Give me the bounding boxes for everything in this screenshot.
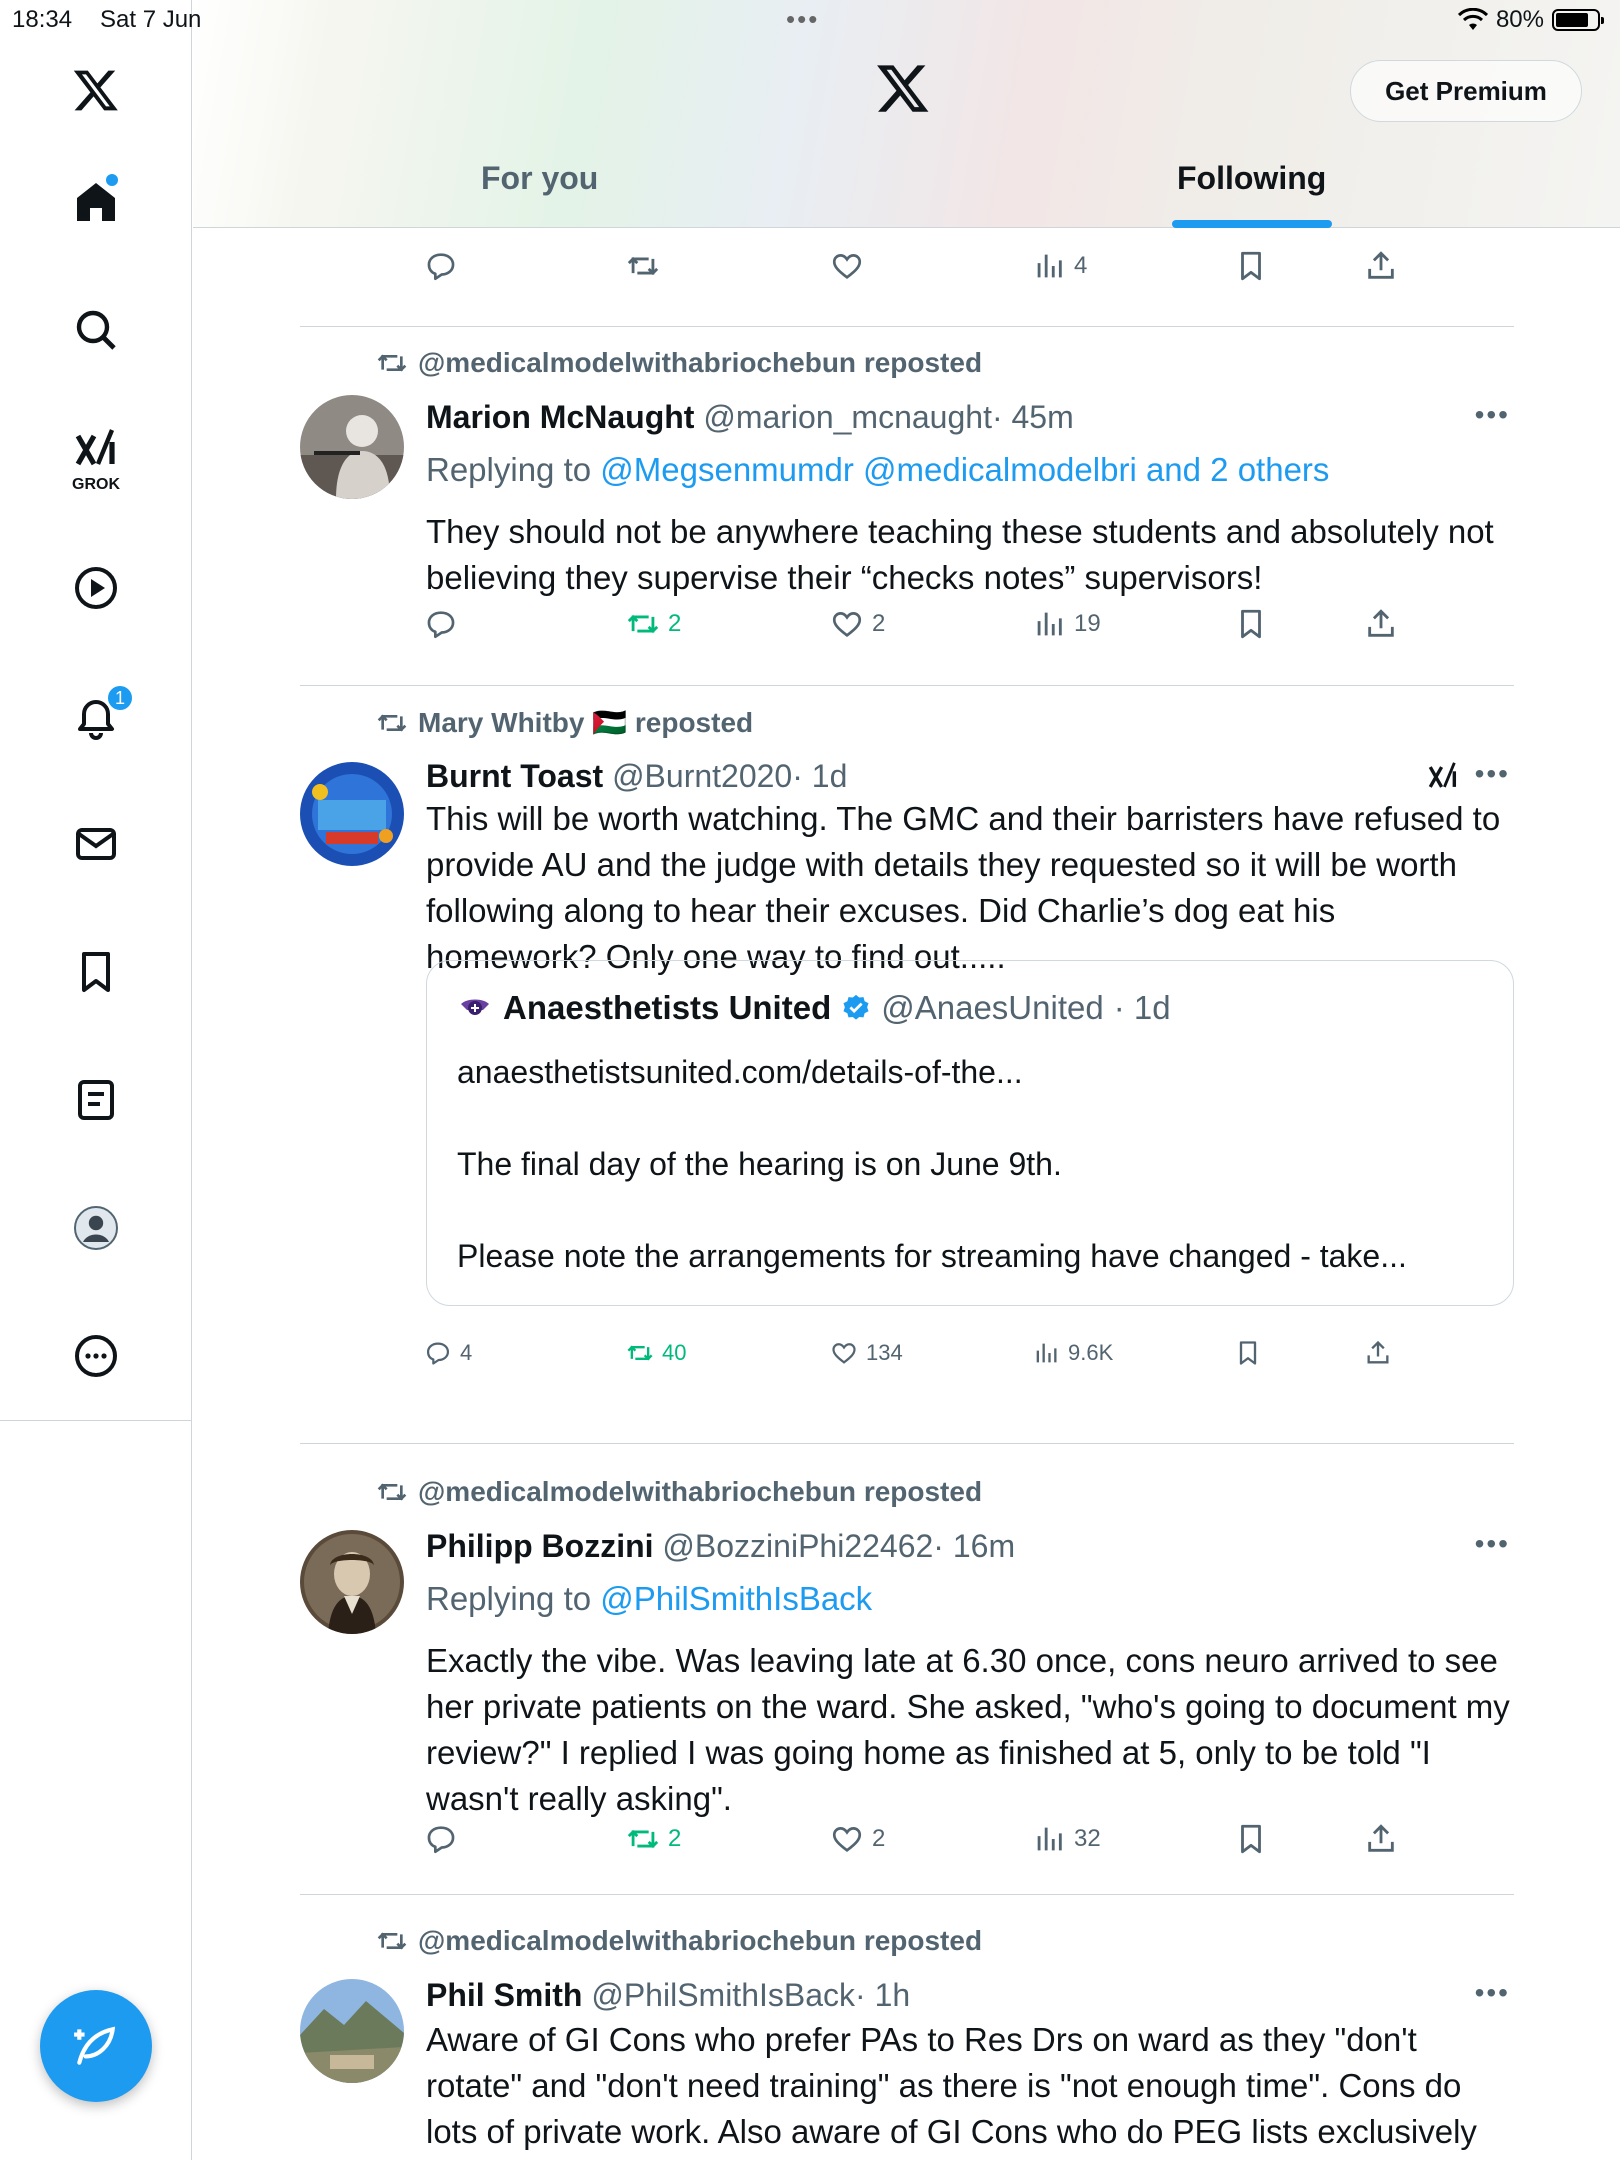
home-new-dot xyxy=(106,174,118,186)
views-button[interactable] xyxy=(1032,1339,1113,1367)
share-icon xyxy=(1364,249,1398,283)
active-tab-indicator xyxy=(1172,220,1332,228)
repost-context-text: @medicalmodelwithabriochebun reposted xyxy=(418,347,983,378)
like-count: 2 xyxy=(872,610,886,637)
like-icon xyxy=(830,1822,864,1856)
quoted-avatar[interactable] xyxy=(457,990,493,1026)
battery-percent: 80% xyxy=(1495,6,1544,33)
post-actions xyxy=(300,607,1514,667)
repost-count: 40 xyxy=(662,1340,687,1365)
author-handle[interactable]: @Burnt2020 xyxy=(612,758,793,794)
sidebar xyxy=(0,0,192,2160)
bookmark-button[interactable] xyxy=(1234,249,1268,283)
notifications-count-badge: 1 xyxy=(106,684,134,712)
x-logo-icon[interactable] xyxy=(66,60,126,120)
compose-post-button[interactable] xyxy=(40,1990,152,2102)
reply-icon xyxy=(424,1339,452,1367)
battery-fill xyxy=(1556,13,1588,27)
status-date: Sat 7 Jun xyxy=(100,6,202,33)
reply-button[interactable] xyxy=(424,1822,458,1856)
post-text: Aware of GI Cons who prefer PAs to Res Drs on ward as they "don't rotate" and "don't need training" as there is "not enough time". Cons do lots of private work. Also aware of GI Cons who do PEG lists exclusively xyxy=(426,2021,1477,2150)
verified-badge-icon xyxy=(841,993,871,1023)
bookmark-icon xyxy=(1234,249,1268,283)
author-name[interactable]: Philipp Bozzini xyxy=(426,1528,654,1564)
reply-button[interactable] xyxy=(424,249,458,283)
repost-button[interactable] xyxy=(626,607,681,641)
views-button[interactable] xyxy=(1032,249,1087,283)
repost-icon xyxy=(376,1476,408,1508)
share-icon xyxy=(1364,607,1398,641)
avatar[interactable] xyxy=(300,1979,404,2083)
post-actions xyxy=(300,1339,1514,1399)
views-count: 32 xyxy=(1074,1825,1101,1852)
avatar[interactable] xyxy=(300,395,404,499)
repost-context-text: @medicalmodelwithabriochebun reposted xyxy=(418,1476,983,1507)
repost-context xyxy=(376,1476,982,1508)
repost-context xyxy=(376,706,753,739)
author-handle[interactable]: @PhilSmithIsBack xyxy=(591,1977,856,2013)
repost-icon xyxy=(376,347,408,379)
views-button[interactable] xyxy=(1032,607,1101,641)
views-count: 4 xyxy=(1074,252,1088,279)
post-time: · 45m xyxy=(991,399,1074,435)
post[interactable] xyxy=(300,1895,1514,2160)
views-icon xyxy=(1032,1339,1060,1367)
replying-to-label: Replying to xyxy=(426,451,601,488)
author-name[interactable]: Burnt Toast xyxy=(426,758,604,794)
share-button[interactable] xyxy=(1364,1339,1392,1367)
views-icon xyxy=(1032,607,1066,641)
share-button[interactable] xyxy=(1364,249,1398,283)
reply-count: 4 xyxy=(460,1340,473,1365)
post-text: Exactly the vibe. Was leaving late at 6.30 once, cons neuro arrived to see her private patients on the ward. She asked, "who's going to document my review?" I replied I was going home as finished at 5, only to be told "I wasn't really asking". xyxy=(426,1642,1510,1817)
views-count: 19 xyxy=(1074,610,1101,637)
x-logo-icon[interactable] xyxy=(875,60,931,116)
avatar[interactable] xyxy=(300,762,404,866)
tab-following[interactable]: Following xyxy=(1177,160,1327,196)
author-name[interactable]: Phil Smith xyxy=(426,1977,583,2013)
like-count: 2 xyxy=(872,1825,886,1852)
grok-icon[interactable] xyxy=(1426,760,1460,794)
quoted-text xyxy=(457,1049,1477,1279)
repost-context xyxy=(376,347,982,379)
tab-for-you[interactable]: For you xyxy=(481,160,599,196)
profile-icon[interactable] xyxy=(66,1198,126,1258)
bookmark-button[interactable] xyxy=(1234,1339,1262,1367)
replying-to xyxy=(426,1580,872,1618)
status-time: 18:34 xyxy=(12,6,73,33)
quoted-author-handle: @AnaesUnited xyxy=(881,989,1104,1026)
more-icon[interactable] xyxy=(66,1326,126,1386)
like-button[interactable] xyxy=(830,249,864,283)
repost-icon xyxy=(376,1925,408,1957)
battery-icon xyxy=(1552,9,1600,31)
post-author xyxy=(426,1528,1015,1565)
repost-button[interactable] xyxy=(626,1339,686,1367)
quoted-link[interactable]: anaesthetistsunited.com/details-of-the... xyxy=(457,1054,1023,1090)
bookmark-button[interactable] xyxy=(1234,607,1268,641)
reply-icon xyxy=(424,1822,458,1856)
repost-icon xyxy=(376,707,408,739)
views-button[interactable] xyxy=(1032,1822,1101,1856)
status-right xyxy=(1458,6,1600,34)
author-handle[interactable]: @BozziniPhi22462 xyxy=(662,1528,934,1564)
post[interactable] xyxy=(300,686,1514,1443)
repost-context-text: Mary Whitby 🇵🇸 reposted xyxy=(418,707,754,738)
compose-post-icon xyxy=(71,2021,121,2071)
wifi-icon xyxy=(1458,8,1488,32)
more-options-icon[interactable]: ••• xyxy=(1474,758,1510,789)
repost-icon xyxy=(626,249,660,283)
like-button[interactable] xyxy=(830,1822,885,1856)
reply-targets-link[interactable]: @PhilSmithIsBack xyxy=(600,1580,873,1617)
reply-targets-link[interactable]: @Megsenmumdr @medicalmodelbri and 2 others xyxy=(600,451,1330,488)
views-icon xyxy=(1032,1822,1066,1856)
avatar[interactable] xyxy=(300,1530,404,1634)
post-actions xyxy=(300,249,1514,309)
repost-icon xyxy=(626,607,660,641)
like-button[interactable] xyxy=(830,1339,903,1367)
like-icon xyxy=(830,1339,858,1367)
post-text: This will be worth watching. The GMC and their barristers have refused to provide AU and the judge with details they requested so it will be worth following along to hear their excuses. Did Charlie’s dog eat his homework? Only one way to find out..... xyxy=(426,800,1501,975)
quoted-post[interactable] xyxy=(426,960,1514,1306)
bookmark-icon xyxy=(1234,607,1268,641)
author-handle[interactable]: @marion_mcnaught xyxy=(703,399,992,435)
more-options-icon[interactable]: ••• xyxy=(1474,1528,1510,1559)
quoted-author-name: Anaesthetists United xyxy=(503,989,832,1026)
timeline-feed xyxy=(300,229,1514,2160)
post-actions xyxy=(300,1822,1514,1882)
search-icon[interactable] xyxy=(66,300,126,360)
video-icon[interactable] xyxy=(66,558,126,618)
quoted-line: Please note the arrangements for streaming have changed - take... xyxy=(457,1238,1407,1274)
replying-to xyxy=(426,451,1329,489)
views-icon xyxy=(1032,249,1066,283)
more-options-icon[interactable]: ••• xyxy=(1474,399,1510,430)
multitasking-dots-icon[interactable]: ••• xyxy=(786,4,820,34)
repost-icon xyxy=(626,1339,654,1367)
post-author xyxy=(426,1977,910,2014)
repost-context-text: @medicalmodelwithabriochebun reposted xyxy=(418,1925,983,1956)
post[interactable] xyxy=(300,1444,1514,1894)
status-bar xyxy=(0,0,1620,40)
lists-icon[interactable] xyxy=(66,1070,126,1130)
messages-icon[interactable] xyxy=(66,814,126,874)
like-count: 134 xyxy=(866,1340,903,1365)
get-premium-button[interactable]: Get Premium xyxy=(1350,60,1582,122)
bookmarks-icon[interactable] xyxy=(66,942,126,1002)
more-options-icon[interactable]: ••• xyxy=(1474,1977,1510,2008)
like-icon xyxy=(830,249,864,283)
repost-context xyxy=(376,1925,982,1957)
repost-count: 2 xyxy=(668,610,682,637)
reply-icon xyxy=(424,249,458,283)
repost-button[interactable] xyxy=(626,1822,681,1856)
reply-button[interactable] xyxy=(424,607,458,641)
replying-to-label: Replying to xyxy=(426,1580,601,1617)
share-icon xyxy=(1364,1822,1398,1856)
post-time: · 1h xyxy=(855,1977,911,2013)
reply-icon xyxy=(424,607,458,641)
reply-button[interactable] xyxy=(424,1339,472,1367)
post-author xyxy=(426,758,847,795)
post-author xyxy=(426,399,1074,436)
sidebar-divider xyxy=(0,1420,192,1421)
views-count: 9.6K xyxy=(1068,1340,1114,1365)
post-time: · 1d xyxy=(792,758,848,794)
post-time: · 16m xyxy=(933,1528,1016,1564)
post-text: They should not be anywhere teaching these students and absolutely not believing they supervise their “checks notes” supervisors! xyxy=(426,513,1494,596)
quoted-post-time: · 1d xyxy=(1113,989,1171,1026)
bookmark-icon xyxy=(1234,1822,1268,1856)
share-button[interactable] xyxy=(1364,607,1398,641)
grok-icon[interactable] xyxy=(66,420,126,480)
repost-count: 2 xyxy=(668,1825,682,1852)
like-icon xyxy=(830,607,864,641)
author-name[interactable]: Marion McNaught xyxy=(426,399,695,435)
bookmark-icon xyxy=(1234,1339,1262,1367)
grok-label: GROK xyxy=(72,476,120,493)
quoted-line: The final day of the hearing is on June 9th. xyxy=(457,1146,1062,1182)
repost-button[interactable] xyxy=(626,249,660,283)
like-button[interactable] xyxy=(830,607,885,641)
share-button[interactable] xyxy=(1364,1822,1398,1856)
post[interactable] xyxy=(300,327,1514,685)
bookmark-button[interactable] xyxy=(1234,1822,1268,1856)
share-icon xyxy=(1364,1339,1392,1367)
quoted-author xyxy=(457,989,1171,1027)
repost-icon xyxy=(626,1822,660,1856)
